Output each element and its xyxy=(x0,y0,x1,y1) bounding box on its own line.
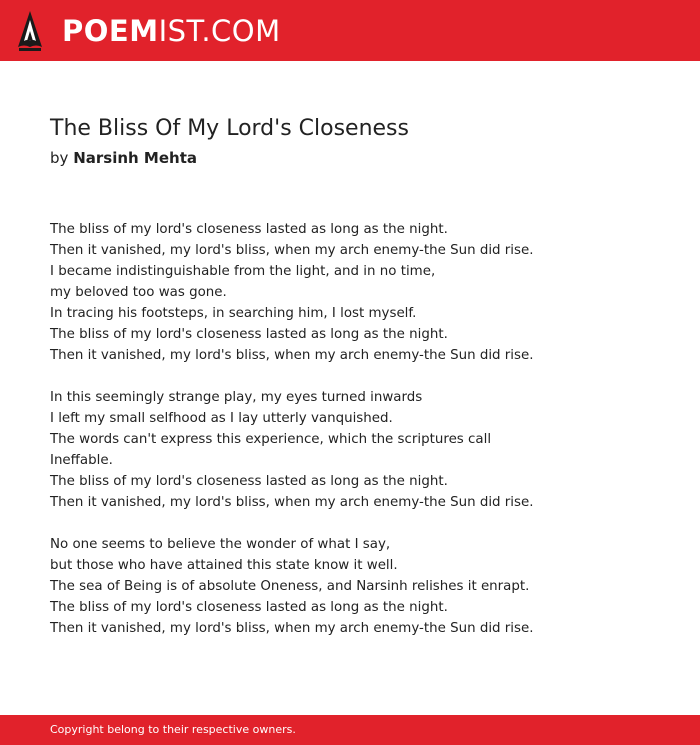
site-logo-text xyxy=(62,10,281,52)
byline-prefix: by xyxy=(50,149,69,167)
site-footer xyxy=(0,715,700,745)
poem-line: Then it vanished, my lord's bliss, when my arch enemy-the Sun did rise. xyxy=(50,348,534,363)
poem-stanza xyxy=(50,534,670,639)
poem-stanza xyxy=(50,219,670,366)
poem-line: The bliss of my lord's closeness lasted as long as the night. xyxy=(50,600,448,615)
footer-copyright: Copyright belong to their respective owners. xyxy=(50,723,296,736)
poem-stanza xyxy=(50,387,670,513)
poem-byline xyxy=(50,149,197,167)
poem-body xyxy=(50,219,670,660)
pencil-icon xyxy=(18,11,42,51)
poem-line: In this seemingly strange play, my eyes turned inwards xyxy=(50,390,423,405)
poem-line: I left my small selfhood as I lay utterly vanquished. xyxy=(50,411,393,426)
poem-title: The Bliss Of My Lord's Closeness xyxy=(50,116,409,141)
poem-line: The bliss of my lord's closeness lasted as long as the night. xyxy=(50,222,448,237)
logo-text-light: IST.COM xyxy=(158,14,281,48)
poem-line: my beloved too was gone. xyxy=(50,285,227,300)
poem-line: No one seems to believe the wonder of what I say, xyxy=(50,537,391,552)
poem-line: I became indistinguishable from the light, and in no time, xyxy=(50,264,436,279)
poem-line: The bliss of my lord's closeness lasted as long as the night. xyxy=(50,327,448,342)
logo-text-bold: POEM xyxy=(62,14,159,48)
poem-line: Then it vanished, my lord's bliss, when my arch enemy-the Sun did rise. xyxy=(50,243,534,258)
poem-line: In tracing his footsteps, in searching him, I lost myself. xyxy=(50,306,417,321)
site-header xyxy=(0,0,700,61)
poem-line: The bliss of my lord's closeness lasted as long as the night. xyxy=(50,474,448,489)
poem-line: Then it vanished, my lord's bliss, when my arch enemy-the Sun did rise. xyxy=(50,621,534,636)
poem-line: The words can't express this experience, which the scriptures call xyxy=(50,432,492,447)
site-logo-link[interactable] xyxy=(18,10,281,52)
poem-line: but those who have attained this state know it well. xyxy=(50,558,398,573)
poem-author: Narsinh Mehta xyxy=(73,149,197,167)
poem-line: Ineffable. xyxy=(50,453,113,468)
poem-line: Then it vanished, my lord's bliss, when my arch enemy-the Sun did rise. xyxy=(50,495,534,510)
poem-line: The sea of Being is of absolute Oneness, and Narsinh relishes it enrapt. xyxy=(50,579,530,594)
